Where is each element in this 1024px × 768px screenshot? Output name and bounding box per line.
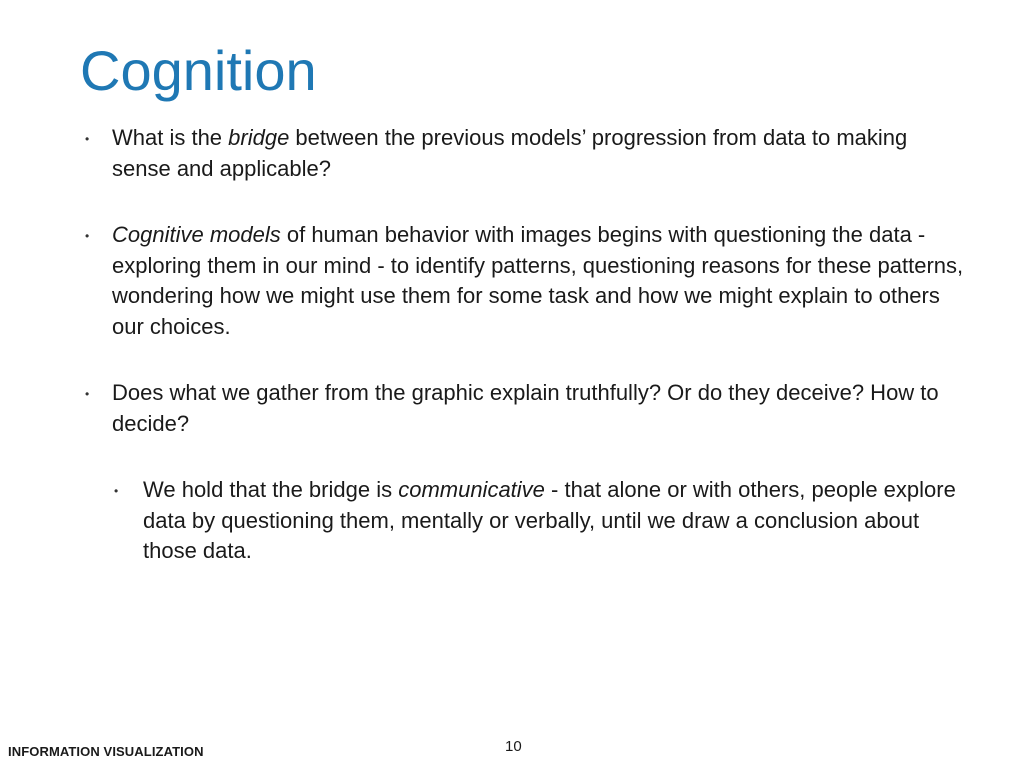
bullet-marker: • bbox=[114, 484, 119, 498]
bullet-segment: between the previous models’ progression from data to making sense and applicable? bbox=[112, 125, 908, 181]
bullet-item-3 bbox=[85, 378, 972, 439]
bullet-marker: • bbox=[85, 229, 90, 243]
bullet-segment-italic: bridge bbox=[228, 125, 290, 150]
bullet-segment-italic: communicative bbox=[398, 477, 545, 502]
bullet-segment: of human behavior with images begins with questioning the data - exploring them in our mind - to identify patterns, questioning reasons for these patterns, wondering how we might use them for some task and how we might explain to others our choices. bbox=[112, 222, 964, 339]
bullet-marker: • bbox=[85, 387, 90, 401]
bullet-item-2 bbox=[85, 220, 972, 342]
bullet-segment-italic: Cognitive models bbox=[112, 222, 281, 247]
bullet-segment: Does what we gather from the graphic explain truthfully? Or do they deceive? How to decide? bbox=[112, 380, 939, 436]
bullet-segment: What is the bbox=[112, 125, 229, 150]
slide-title: Cognition bbox=[80, 39, 317, 102]
bullet-segment: We hold that the bridge is bbox=[143, 477, 399, 502]
page-number: 10 bbox=[505, 738, 522, 755]
bullet-segment: - that alone or with others, people explore data by questioning them, mentally or verbally, until we draw a conclusion about those data. bbox=[143, 477, 956, 563]
bullet-item-1 bbox=[85, 123, 972, 184]
sub-bullet-item bbox=[114, 475, 973, 567]
footer-course-label: INFORMATION VISUALIZATION bbox=[8, 744, 204, 759]
bullet-marker: • bbox=[85, 132, 90, 146]
